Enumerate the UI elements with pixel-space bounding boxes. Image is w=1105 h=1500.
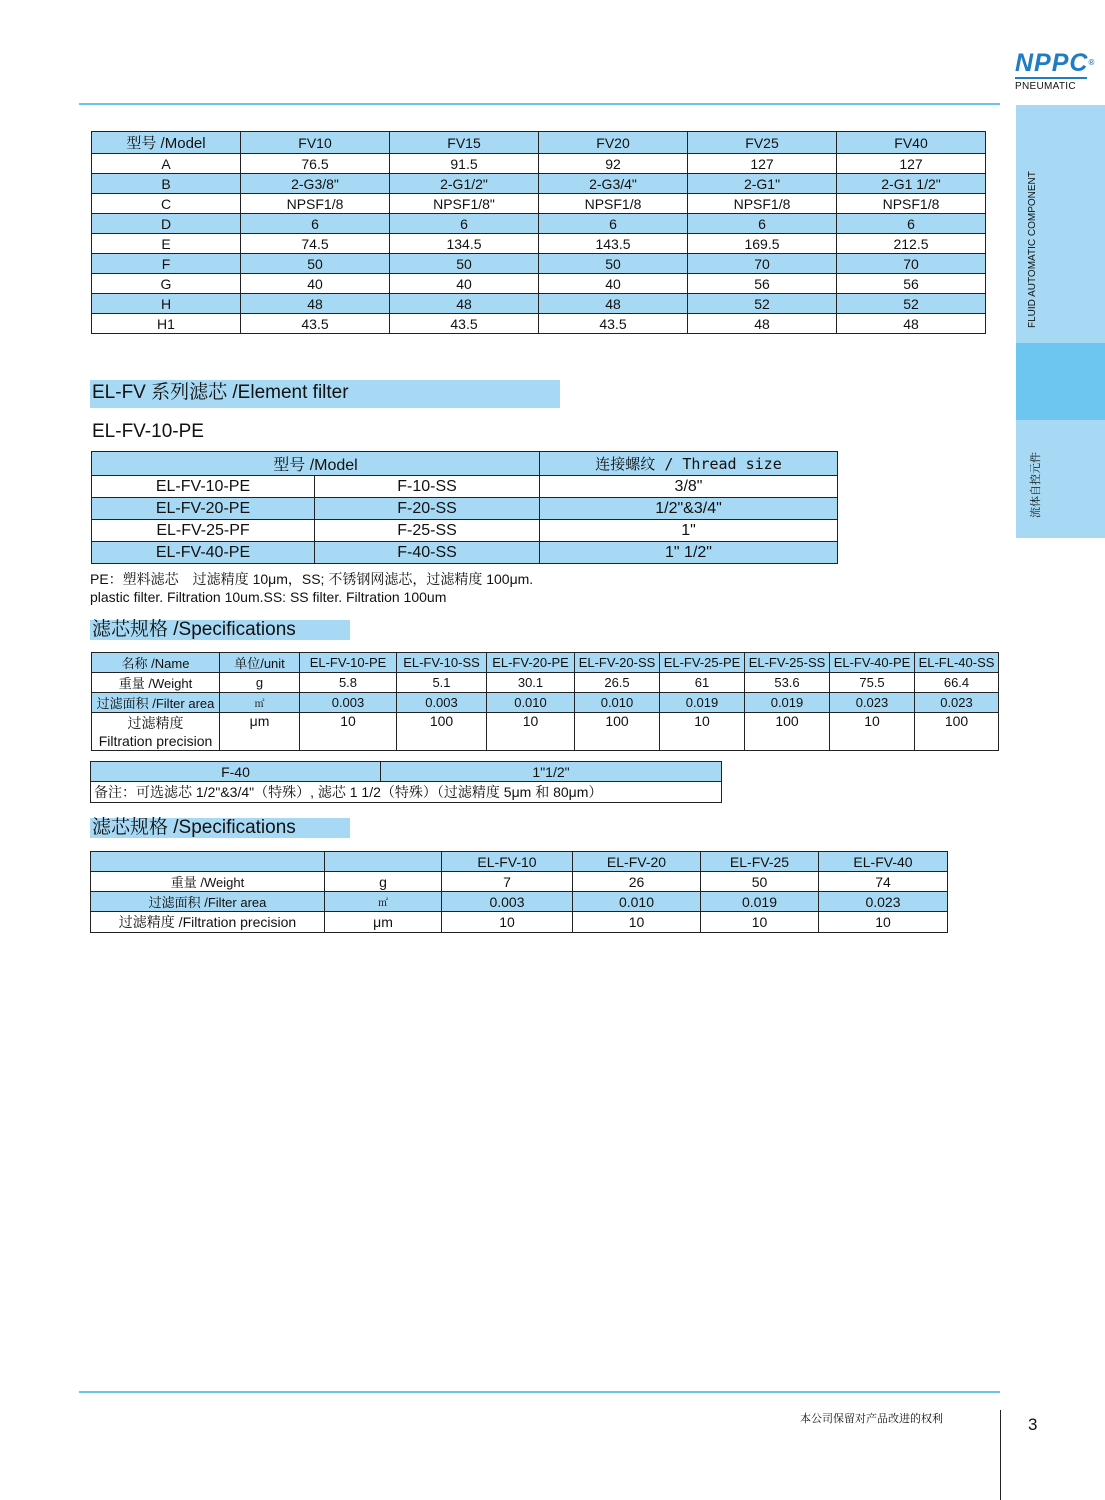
section-heading-specifications: 滤芯规格 /Specifications [90,620,350,640]
table-row [92,274,986,294]
subheading-model: EL-FV-10-PE [92,421,204,442]
table-row [91,782,722,803]
header-cell: 名称 /Name [92,653,220,673]
table-row [91,912,948,933]
table-cell: 10 [830,713,915,751]
table-cell: 2-G3/8" [241,174,390,194]
logo-mark: NPPC [1015,49,1089,77]
table-cell: 100 [915,713,999,751]
header-cell: EL-FV-40 [819,852,948,872]
section-heading-specifications-2: 滤芯规格 /Specifications [90,818,350,838]
table-cell: H [92,294,241,314]
table-cell: 1/2"&3/4" [540,498,838,520]
table-cell: 75.5 [830,673,915,693]
table-row [92,234,986,254]
table-cell: 56 [688,274,837,294]
table-cell: g [325,872,442,892]
table-row [92,254,986,274]
table-row [92,214,986,234]
table-cell: 91.5 [390,154,539,174]
table-cell: 43.5 [390,314,539,334]
table-cell: 100 [575,713,660,751]
table-cell: 52 [688,294,837,314]
table-cell: 0.010 [487,693,575,713]
table-cell: 43.5 [539,314,688,334]
table-cell: 6 [837,214,986,234]
table-cell: 3/8" [540,476,838,498]
table-cell: 53.6 [745,673,830,693]
table-cell: G [92,274,241,294]
table-cell: 0.023 [915,693,999,713]
table-cell: 0.019 [701,892,819,912]
table-cell: 26.5 [575,673,660,693]
filter-note [90,570,533,606]
table-row [91,872,948,892]
remark-table [90,761,722,803]
precision-label-cn: 过滤精度 [127,714,184,731]
table-cell: g [220,673,300,693]
table-cell: 5.8 [300,673,397,693]
dimensions-table [91,131,986,334]
header-cell: EL-FV-25-PE [660,653,745,673]
table-cell: 10 [701,912,819,933]
table-cell: 5.1 [397,673,487,693]
table-row [92,174,986,194]
table-cell: 重量 /Weight [92,673,220,693]
header-cell: EL-FV-40-PE [830,653,915,673]
table-cell: 0.003 [442,892,573,912]
table-cell: 100 [397,713,487,751]
header-cell: FV10 [241,132,390,154]
header-cell: EL-FV-20 [573,852,701,872]
table-row [92,693,999,713]
table-cell: 66.4 [915,673,999,693]
table-cell: 212.5 [837,234,986,254]
table-cell: NPSF1/8 [241,194,390,214]
table-cell: 70 [837,254,986,274]
table-cell: 2-G1" [688,174,837,194]
table-cell: 100 [745,713,830,751]
table-cell: 过滤面积 /Filter area [91,892,325,912]
element-filter-table [91,451,838,564]
side-label-cn: 流体自控元件 [1030,452,1042,518]
header-cell: EL-FV-10-SS [397,653,487,673]
table-row [92,154,986,174]
table-cell: 0.019 [745,693,830,713]
table-cell: ㎡ [220,693,300,713]
table-cell: 26 [573,872,701,892]
table-cell: NPSF1/8" [390,194,539,214]
table-cell: 76.5 [241,154,390,174]
precision-label-en: Filtration precision [98,732,213,749]
table-cell: 48 [688,314,837,334]
table-cell: 40 [539,274,688,294]
table-cell: 143.5 [539,234,688,254]
header-cell: 单位/unit [220,653,300,673]
table-cell: 56 [837,274,986,294]
page-number: 3 [1028,1415,1038,1434]
logo-rule [1015,77,1087,79]
table-header-row [92,653,999,673]
header-cell: FV25 [688,132,837,154]
table-cell: 0.023 [819,892,948,912]
table-cell: F-10-SS [315,476,540,498]
table-row [92,194,986,214]
remark-cell: 备注：可选滤芯 1/2"&3/4"（特殊）, 滤芯 1 1/2（特殊）（过滤精度 5μm 和 80μm） [91,782,722,803]
table-cell: NPSF1/8 [837,194,986,214]
table-cell: 70 [688,254,837,274]
table-cell: 6 [539,214,688,234]
logo-tagline: PNEUMATIC [1015,81,1076,92]
table-cell: 48 [539,294,688,314]
table-cell: 6 [688,214,837,234]
table-cell: E [92,234,241,254]
brand-logo [1015,49,1096,92]
header-cell: EL-FV-20-PE [487,653,575,673]
header-cell: EL-FV-10-PE [300,653,397,673]
header-cell: FV40 [837,132,986,154]
table-cell: 重量 /Weight [91,872,325,892]
side-label-en: FLUID AUTOMATIC COMPONENT [1027,171,1038,328]
header-cell-thread: 连接螺纹 / Thread size [540,452,838,476]
table-cell: NPSF1/8 [688,194,837,214]
header-cell: 型号 /Model [92,132,241,154]
table-cell: 10 [300,713,397,751]
table-cell: 1" 1/2" [540,542,838,564]
table-cell: 0.010 [575,693,660,713]
note-line-cn: PE：塑料滤芯 过滤精度 10μm，SS; 不锈钢网滤芯，过滤精度 100μm. [90,571,534,587]
registered-mark: ® [1088,58,1096,67]
table-cell: 40 [241,274,390,294]
table-cell: 10 [573,912,701,933]
table-cell: ㎡ [325,892,442,912]
table-cell: μm [325,912,442,933]
table-cell: 10 [442,912,573,933]
table-cell: 40 [390,274,539,294]
table-cell: 6 [390,214,539,234]
table-cell: 10 [660,713,745,751]
table-cell: 74.5 [241,234,390,254]
table-cell: 30.1 [487,673,575,693]
header-cell: FV15 [390,132,539,154]
header-cell-model: 型号 /Model [92,452,540,476]
table-row [92,673,999,693]
table-cell: 50 [390,254,539,274]
header-cell: EL-FV-25-SS [745,653,830,673]
table-cell: 127 [837,154,986,174]
table-cell: 2-G1/2" [390,174,539,194]
table-cell: B [92,174,241,194]
table-cell: 74 [819,872,948,892]
table-row [91,892,948,912]
header-cell: EL-FV-20-SS [575,653,660,673]
table-cell: 169.5 [688,234,837,254]
table-cell: 1"1/2" [381,762,722,782]
table-cell: 127 [688,154,837,174]
bottom-rule [79,1391,1000,1393]
section-heading-element-filter: EL-FV 系列滤芯 /Element filter [90,380,560,408]
table-cell: D [92,214,241,234]
table-header-row [91,852,948,872]
table-cell: 10 [487,713,575,751]
table-row [91,762,722,782]
table-cell: 0.003 [397,693,487,713]
header-cell: FV20 [539,132,688,154]
table-cell: 过滤精度 /Filtration precision [91,912,325,933]
table-cell: 48 [241,294,390,314]
table-row [92,713,999,751]
table-row [92,542,838,564]
table-cell: 10 [819,912,948,933]
specifications-table [91,652,999,751]
table-cell: μm [220,713,300,751]
note-line-en: plastic filter. Filtration 10um.SS: SS filter. Filtration 100um [90,589,447,605]
table-cell: 0.010 [573,892,701,912]
table-cell: 48 [390,294,539,314]
table-cell: 1" [540,520,838,542]
table-cell: EL-FV-10-PE [92,476,315,498]
table-cell: A [92,154,241,174]
table-cell: 7 [442,872,573,892]
table-cell: 过滤面积 /Filter area [92,693,220,713]
table-cell: NPSF1/8 [539,194,688,214]
footer-divider [1000,1410,1001,1500]
table-cell: 92 [539,154,688,174]
table-row [92,520,838,542]
table-cell: F-25-SS [315,520,540,542]
table-cell: EL-FV-25-PF [92,520,315,542]
table-row [92,498,838,520]
table-row [92,314,986,334]
table-cell: 6 [241,214,390,234]
header-cell: EL-FV-25 [701,852,819,872]
table-cell: 2-G1 1/2" [837,174,986,194]
table-cell: 52 [837,294,986,314]
table-cell: C [92,194,241,214]
table-header-row [92,132,986,154]
table-cell: 43.5 [241,314,390,334]
header-cell [325,852,442,872]
table-cell: EL-FV-40-PE [92,542,315,564]
table-cell: 134.5 [390,234,539,254]
table-cell: F-20-SS [315,498,540,520]
table-cell: 50 [701,872,819,892]
side-band-2 [1016,343,1105,420]
table-cell: F-40 [91,762,381,782]
table-cell-name [92,713,220,751]
table-cell: 0.023 [830,693,915,713]
table-cell: 0.019 [660,693,745,713]
table-cell: 0.003 [300,693,397,713]
header-cell [91,852,325,872]
table-cell: F-40-SS [315,542,540,564]
table-cell: 50 [241,254,390,274]
table-cell: 61 [660,673,745,693]
table-cell: F [92,254,241,274]
table-cell: 2-G3/4" [539,174,688,194]
table-cell: H1 [92,314,241,334]
table-cell: 48 [837,314,986,334]
footer-disclaimer: 本公司保留对产品改进的权利 [800,1413,943,1425]
table-cell: EL-FV-20-PE [92,498,315,520]
table-header-row [92,452,838,476]
header-cell: EL-FV-10 [442,852,573,872]
table-cell: 50 [539,254,688,274]
top-rule [79,103,1000,105]
table-row [92,294,986,314]
header-cell: EL-FL-40-SS [915,653,999,673]
table-row [92,476,838,498]
specifications-table-2 [90,851,948,933]
